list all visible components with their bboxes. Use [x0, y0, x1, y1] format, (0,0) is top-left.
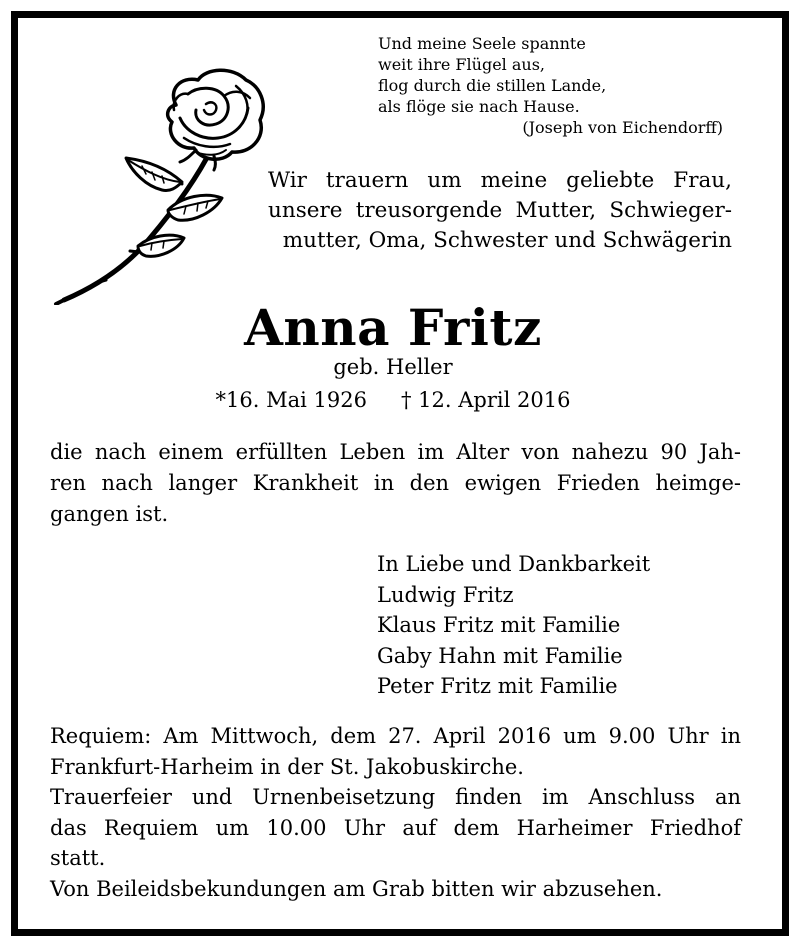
poem-quote: [378, 33, 723, 138]
body-line: die nach einem erfüllten Leben im Alter von nahezu 90 Jah-: [50, 440, 741, 464]
service-line: Frankfurt-Harheim in der St. Jakobuskirche.: [50, 754, 524, 779]
poem-line: als flöge sie nach Hause.: [378, 97, 580, 116]
death-date: † 12. April 2016: [400, 388, 571, 412]
poem-author: (Joseph von Eichendorff): [522, 118, 723, 137]
signature-line: Klaus Fritz mit Familie: [377, 613, 621, 637]
poem-line: flog durch die stillen Lande,: [378, 76, 607, 95]
intro-line: mutter, Oma, Schwester und Schwägerin: [282, 228, 732, 253]
poem-line: weit ihre Flügel aus,: [378, 55, 545, 74]
maiden-name: geb. Heller: [333, 355, 453, 379]
deceased-name: Anna Fritz: [244, 298, 542, 357]
body-line: gangen ist.: [50, 502, 169, 526]
intro-line: Wir trauern um meine geliebte Frau,: [268, 168, 732, 193]
service-line: Trauerfeier und Urnenbeisetzung finden im Anschluss an: [50, 785, 741, 809]
service-line: Von Beileidsbekundungen am Grab bitten wir abzusehen.: [50, 876, 663, 901]
poem-line: Und meine Seele spannte: [378, 34, 586, 53]
body-text: [50, 437, 741, 530]
signature-line: Ludwig Fritz: [377, 582, 514, 607]
service-line: das Requiem um 10.00 Uhr auf dem Harheimer Friedhof: [50, 815, 741, 840]
service-details: [50, 721, 741, 904]
signature-line: Peter Fritz mit Familie: [377, 674, 618, 698]
signature-block: [377, 549, 650, 702]
intro-line: unsere treusorgende Mutter, Schwieger-: [268, 198, 732, 223]
rose-icon: [46, 60, 286, 305]
signature-line: In Liebe und Dankbarkeit: [377, 552, 651, 576]
signature-line: Gaby Hahn mit Familie: [377, 643, 623, 668]
birth-date: *16. Mai 1926: [215, 388, 367, 412]
intro-text: [268, 166, 732, 256]
service-line: statt.: [50, 846, 106, 870]
life-dates: [0, 386, 786, 414]
service-line: Requiem: Am Mittwoch, dem 27. April 2016 um 9.00 Uhr in: [50, 724, 741, 748]
body-line: ren nach langer Krankheit in den ewigen Frieden heimge-: [50, 471, 741, 495]
